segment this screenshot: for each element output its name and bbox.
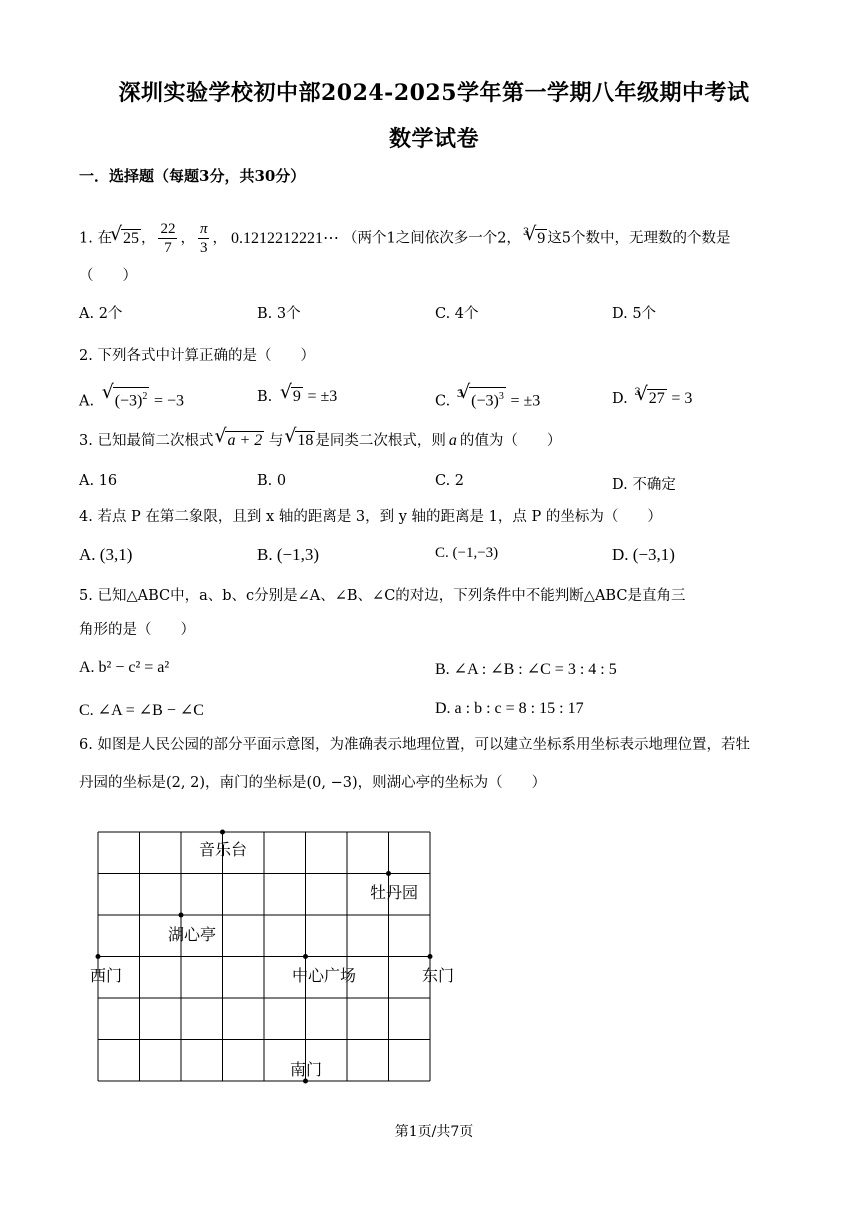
q2-a-rhs: = −3 bbox=[154, 392, 185, 410]
exam-subtitle: 数学试卷 bbox=[388, 126, 479, 152]
point-lake-pavilion bbox=[179, 913, 184, 918]
label-west-gate: 西门 bbox=[90, 966, 123, 985]
q2-b-rhs: = ±3 bbox=[307, 388, 338, 405]
point-east-gate bbox=[428, 954, 433, 959]
q2-option-c[interactable] bbox=[435, 387, 540, 410]
question-6-stem-line1: 6. 如图是人民公园的部分平面示意图，为准确表示地理位置，可以建立坐标系用坐标表示地理位置，若牡 bbox=[79, 737, 750, 753]
q1-paren: （ ） bbox=[79, 268, 137, 284]
q2-d-rhs: = 3 bbox=[671, 390, 693, 407]
q1-frac2-den: 3 bbox=[199, 240, 208, 256]
question-2-stem: 2. 下列各式中计算正确的是（ ） bbox=[79, 348, 315, 364]
point-music-stage bbox=[220, 830, 225, 835]
q3-end: 的值为（ ） bbox=[459, 433, 562, 449]
label-peony-garden: 牡丹园 bbox=[370, 883, 419, 902]
q2-d-index: 3 bbox=[634, 387, 641, 398]
page-number: 第1页/共7页 bbox=[394, 1124, 474, 1140]
q2-a-sqrt bbox=[113, 387, 150, 409]
q4-option-b[interactable]: B. (−1,3) bbox=[257, 545, 319, 564]
q1-note: （两个1之间依次多一个2， bbox=[342, 230, 521, 247]
q3-option-a[interactable]: A. 16 bbox=[79, 473, 118, 489]
label-center-square: 中心广场 bbox=[292, 966, 357, 985]
point-center-square bbox=[303, 954, 308, 959]
exam-title: 深圳实验学校初中部2024-2025学年第一学期八年级期中考试 bbox=[118, 80, 750, 106]
q2-d-label: D. bbox=[612, 391, 628, 407]
q3-prefix: 3. 已知最简二次根式 bbox=[79, 433, 214, 449]
point-peony-garden bbox=[386, 871, 391, 876]
q1-fraction-1 bbox=[158, 220, 177, 257]
q3-sqrt-1: √ a + 2 bbox=[225, 431, 264, 449]
q2-a-expr: (−3) bbox=[114, 392, 143, 410]
q3-option-b[interactable]: B. 0 bbox=[257, 473, 287, 489]
q2-c-label: C. bbox=[435, 393, 451, 410]
section-heading: 一．选择题（每题3分，共30分） bbox=[79, 167, 306, 185]
q5-option-c[interactable]: C. ∠A = ∠B − ∠C bbox=[79, 702, 204, 719]
q5-option-a[interactable]: A. b² − c² = a² bbox=[79, 659, 170, 676]
q5-option-b[interactable]: B. ∠A : ∠B : ∠C = 3 : 4 : 5 bbox=[435, 661, 617, 678]
q1-sqrt: √ 25 bbox=[121, 229, 141, 247]
label-east-gate: 东门 bbox=[422, 966, 455, 985]
q5-option-d[interactable]: D. a : b : c = 8 : 15 : 17 bbox=[435, 700, 584, 717]
q1-option-a[interactable]: A. 2个 bbox=[79, 306, 123, 322]
q2-b-sqrt: √ 9 bbox=[291, 387, 303, 405]
q2-a-exp: 2 bbox=[142, 391, 148, 402]
q1-suffix: 这5个数中，无理数的个数是 bbox=[547, 230, 731, 247]
q4-option-c[interactable]: C. (−1,−3) bbox=[435, 545, 499, 561]
q1-option-c[interactable]: C. 4个 bbox=[435, 306, 479, 322]
q2-c-rhs: = ±3 bbox=[510, 392, 541, 410]
question-6-stem-line2: 丹园的坐标是(2, 2)，南门的坐标是(0, −3)，则湖心亭的坐标为（ ） bbox=[79, 775, 547, 791]
label-south-gate: 南门 bbox=[290, 1060, 323, 1079]
q2-c-expr: (−3) bbox=[471, 392, 499, 410]
q2-option-d[interactable] bbox=[612, 387, 692, 408]
q2-c-cbrt bbox=[469, 387, 506, 409]
park-map-grid bbox=[90, 826, 440, 1088]
q3-mid: 与 bbox=[268, 433, 284, 449]
q3-sqrt-2: √ 18 bbox=[295, 431, 315, 449]
q2-option-b[interactable] bbox=[257, 387, 337, 406]
question-3-stem bbox=[79, 431, 561, 451]
q1-decimal: 0.1212212221⋯ bbox=[230, 229, 339, 247]
q3-option-d[interactable]: D. 不确定 bbox=[612, 477, 676, 493]
q1-cbrt: √ 9 bbox=[535, 229, 547, 247]
label-music-stage: 音乐台 bbox=[199, 840, 248, 859]
q4-option-a[interactable]: A. (3,1) bbox=[79, 545, 133, 564]
q1-frac1-num: 22 bbox=[160, 221, 176, 237]
grid-lines bbox=[98, 832, 430, 1081]
q3-var: a bbox=[448, 432, 457, 449]
q4-option-d[interactable]: D. (−3,1) bbox=[612, 545, 675, 564]
q1-cbrt-index: 3 bbox=[522, 226, 530, 238]
q2-b-label: B. bbox=[257, 389, 273, 405]
q1-option-d[interactable]: D. 5个 bbox=[612, 306, 657, 322]
label-lake-pavilion: 湖心亭 bbox=[168, 925, 217, 944]
q1-prefix: 1. 在 bbox=[79, 230, 112, 247]
q2-a-label: A. bbox=[79, 393, 95, 410]
question-1-stem: 1. 在√ 25 ， $\frac{22}{7}$ ， $\frac{\pi}{3}$ ， 0.1212212221⋯ （两个1之间依次多一个2， $^3$√ 9 这5个数中，无理数的个数是 bbox=[79, 220, 731, 257]
question-5-stem-line1: 5. 已知△ABC中，a、b、c分别是∠A、∠B、∠C的对边，下列条件中不能判断△ABC是直角三 bbox=[79, 588, 686, 604]
q2-d-cbrt: √ 27 bbox=[647, 389, 667, 407]
q1-frac1-den: 7 bbox=[164, 240, 172, 256]
q1-fraction-2 bbox=[198, 220, 210, 257]
q2-option-a[interactable] bbox=[79, 387, 184, 410]
q3-suffix: 是同类二次根式，则 bbox=[315, 433, 446, 449]
q2-c-exp: 3 bbox=[498, 391, 504, 402]
q1-frac2-num: π bbox=[199, 221, 208, 237]
q1-option-b[interactable]: B. 3个 bbox=[257, 306, 301, 322]
q2-c-index: 3 bbox=[456, 389, 464, 401]
question-5-stem-line2: 角形的是（ ） bbox=[79, 622, 195, 638]
question-4-stem: 4. 若点 P 在第二象限，且到 x 轴的距离是 3，到 y 轴的距离是 1，点 P 的坐标为（ ） bbox=[79, 509, 662, 525]
point-west-gate bbox=[96, 954, 101, 959]
q3-option-c[interactable]: C. 2 bbox=[435, 473, 465, 489]
